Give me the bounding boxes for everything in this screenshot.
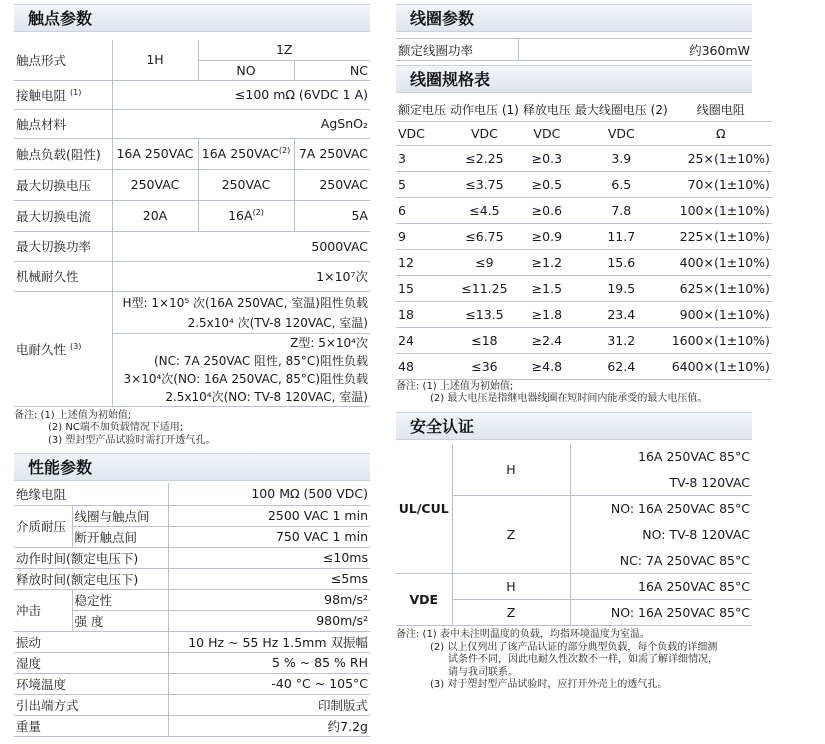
- perf-shock-a-value: 98m/s²: [168, 589, 370, 610]
- spec-cell-max: 3.9: [573, 145, 670, 171]
- contact-maxp-label: 最大切换功率: [14, 231, 112, 261]
- perf-op-value: ≤10ms: [168, 547, 370, 568]
- spec-cell-max: 31.2: [573, 327, 670, 353]
- perf-section-title: 性能参数: [14, 453, 370, 481]
- spec-cell-dropout: ≥4.8: [521, 353, 573, 379]
- contact-load-no: 16A 250VAC$^{(2)}$: [198, 138, 294, 169]
- contact-table: [14, 40, 370, 407]
- perf-weight-value: 约7.2g: [168, 715, 370, 736]
- spec-cell-pickup: ≤4.5: [448, 197, 521, 223]
- safety-ul-z-2: NO: TV-8 120VAC: [570, 522, 752, 548]
- spec-cell-pickup: ≤13.5: [448, 301, 521, 327]
- contact-maxi-label: 最大切换电流: [14, 200, 112, 231]
- spec-table: [396, 99, 772, 380]
- spec-cell-max: 62.4: [573, 353, 670, 379]
- safety-vde-label: VDE: [396, 574, 452, 626]
- safety-ul-label: UL/CUL: [396, 444, 452, 574]
- spec-row: [396, 197, 772, 223]
- spec-cell-max: 23.4: [573, 301, 670, 327]
- perf-diel-label: 介质耐压: [14, 505, 72, 547]
- perf-table: [14, 483, 370, 737]
- contact-load-1h: 16A 250VAC: [112, 138, 198, 169]
- perf-ins-value: 100 MΩ (500 VDC): [168, 483, 370, 505]
- spec-cell-resistance: 100×(1±10%): [670, 197, 772, 223]
- coil-power-value: 约360mW: [518, 39, 752, 61]
- contact-elec-h: H型: 1×10⁵ 次(16A 250VAC, 室温)阻性负载 2.5x10⁴ 次(TV-8 120VAC, 室温): [112, 291, 370, 333]
- contact-resistance-value: ≤100 mΩ (6VDC 1 A): [112, 80, 370, 109]
- perf-diel-a-label: 线圈与触点间: [72, 505, 168, 526]
- coil-section-title: 线圈参数: [396, 4, 752, 32]
- spec-cell-rated: 3: [396, 145, 448, 171]
- spec-cell-dropout: ≥1.2: [521, 249, 573, 275]
- spec-cell-rated: 24: [396, 327, 448, 353]
- spec-row: [396, 353, 772, 379]
- safety-vde-z-label: Z: [452, 600, 570, 626]
- spec-row: [396, 171, 772, 197]
- spec-cell-dropout: ≥1.5: [521, 275, 573, 301]
- spec-header: 最大线圈电压 (2): [573, 99, 670, 121]
- spec-cell-dropout: ≥2.4: [521, 327, 573, 353]
- spec-cell-dropout: ≥0.3: [521, 145, 573, 171]
- spec-row: [396, 223, 772, 249]
- contact-maxv-1h: 250VAC: [112, 169, 198, 200]
- perf-shock-b-value: 980m/s²: [168, 610, 370, 631]
- spec-unit: Ω: [670, 121, 772, 145]
- spec-unit: VDC: [448, 121, 521, 145]
- perf-shock-a-label: 稳定性: [72, 589, 168, 610]
- contact-material-value: AgSnO₂: [112, 109, 370, 138]
- perf-diel-b-value: 750 VAC 1 min: [168, 526, 370, 547]
- spec-header: 线圈电阻: [670, 99, 772, 121]
- safety-ul-h-2: TV-8 120VAC: [570, 470, 752, 496]
- spec-cell-resistance: 225×(1±10%): [670, 223, 772, 249]
- spec-header: 释放电压: [521, 99, 573, 121]
- spec-cell-rated: 5: [396, 171, 448, 197]
- spec-notes: 备注: (1) 上述值为初始值; (2) 最大电压是指继电器线圈在短时间内能承受的最大电压值。: [396, 380, 708, 404]
- contact-mech-value: 1×10⁷次: [112, 261, 370, 291]
- safety-table: [396, 444, 752, 627]
- spec-cell-rated: 18: [396, 301, 448, 327]
- perf-op-label: 动作时间(额定电压下): [14, 547, 168, 568]
- safety-ul-z-3: NC: 7A 250VAC 85°C: [570, 548, 752, 574]
- spec-cell-resistance: 625×(1±10%): [670, 275, 772, 301]
- spec-cell-max: 11.7: [573, 223, 670, 249]
- contact-load-label: 触点负载(阻性): [14, 138, 112, 169]
- spec-header: 动作电压 (1): [448, 99, 521, 121]
- safety-section-title: 安全认证: [396, 412, 752, 440]
- spec-row: [396, 301, 772, 327]
- contact-form-nc: NC: [294, 60, 370, 80]
- safety-ul-h-1: 16A 250VAC 85°C: [570, 444, 752, 470]
- safety-vde-h-1: 16A 250VAC 85°C: [570, 574, 752, 600]
- safety-notes: 备注: (1) 表中未注明温度的负载，均指环境温度为室温。 (2) 以上仅列出了该产品认证的部分典型负载，每个负载的详细测 试条件不同，因此电耐久性次数不一样，如需了解详细情况， 请与我司联系。 (3) 对于塑封型产品试验时，应打开外壳上的透气孔。: [396, 629, 718, 690]
- coil-power-label: 额定线圈功率: [396, 39, 518, 61]
- spec-cell-max: 7.8: [573, 197, 670, 223]
- perf-rel-label: 释放时间(额定电压下): [14, 568, 168, 589]
- spec-cell-resistance: 1600×(1±10%): [670, 327, 772, 353]
- safety-ul-h-label: H: [452, 444, 570, 496]
- contact-maxv-nc: 250VAC: [294, 169, 370, 200]
- contact-load-nc: 7A 250VAC: [294, 138, 370, 169]
- spec-row: [396, 145, 772, 171]
- perf-ins-label: 绝缘电阻: [14, 483, 168, 505]
- safety-vde-z-1: NO: 16A 250VAC 85°C: [570, 600, 752, 626]
- safety-ul-z-1: NO: 16A 250VAC 85°C: [570, 496, 752, 522]
- perf-hum-value: 5 % ~ 85 % RH: [168, 652, 370, 673]
- perf-shock-label: 冲击: [14, 589, 72, 631]
- contact-mech-label: 机械耐久性: [14, 261, 112, 291]
- perf-weight-label: 重量: [14, 715, 168, 736]
- contact-form-1h: 1H: [112, 40, 198, 80]
- spec-cell-dropout: ≥0.9: [521, 223, 573, 249]
- contact-maxi-nc: 5A: [294, 200, 370, 231]
- contact-resistance-label: 接触电阻 $^{(1)}$: [14, 80, 112, 109]
- contact-maxi-no: $16A^{(2)}$: [198, 200, 294, 231]
- spec-unit: VDC: [521, 121, 573, 145]
- contact-maxv-label: 最大切换电压: [14, 169, 112, 200]
- spec-cell-resistance: 900×(1±10%): [670, 301, 772, 327]
- perf-hum-label: 湿度: [14, 652, 168, 673]
- contact-form-1z: 1Z: [198, 40, 370, 60]
- perf-diel-a-value: 2500 VAC 1 min: [168, 505, 370, 526]
- spec-cell-resistance: 400×(1±10%): [670, 249, 772, 275]
- spec-cell-rated: 48: [396, 353, 448, 379]
- perf-shock-b-label: 强 度: [72, 610, 168, 631]
- spec-cell-dropout: ≥0.5: [521, 171, 573, 197]
- spec-cell-rated: 15: [396, 275, 448, 301]
- spec-cell-max: 6.5: [573, 171, 670, 197]
- spec-unit: VDC: [573, 121, 670, 145]
- spec-cell-dropout: ≥0.6: [521, 197, 573, 223]
- contact-maxi-1h: 20A: [112, 200, 198, 231]
- spec-cell-rated: 6: [396, 197, 448, 223]
- contact-notes: 备注: (1) 上述值为初始值; (2) NC端不加负载情况下适用; (3) 塑封型产品试验时需打开透气孔。: [14, 409, 216, 446]
- spec-cell-resistance: 25×(1±10%): [670, 145, 772, 171]
- contact-material-label: 触点材料: [14, 109, 112, 138]
- spec-cell-rated: 12: [396, 249, 448, 275]
- contact-elec-label: 电耐久性 $^{(3)}$: [14, 291, 112, 406]
- spec-header: 额定电压: [396, 99, 448, 121]
- spec-cell-pickup: ≤2.25: [448, 145, 521, 171]
- safety-vde-h-label: H: [452, 574, 570, 600]
- coil-table: [396, 38, 752, 61]
- spec-unit: VDC: [396, 121, 448, 145]
- spec-cell-pickup: ≤11.25: [448, 275, 521, 301]
- spec-cell-pickup: ≤9: [448, 249, 521, 275]
- spec-cell-dropout: ≥1.8: [521, 301, 573, 327]
- spec-header-row: [396, 99, 772, 121]
- spec-cell-pickup: ≤36: [448, 353, 521, 379]
- spec-rows: [396, 145, 772, 379]
- contact-section-title: 触点参数: [14, 4, 370, 32]
- contact-form-no: NO: [198, 60, 294, 80]
- right-column: [396, 0, 770, 692]
- perf-diel-b-label: 断开触点间: [72, 526, 168, 547]
- perf-temp-label: 环境温度: [14, 673, 168, 694]
- spec-cell-pickup: ≤6.75: [448, 223, 521, 249]
- perf-rel-value: ≤5ms: [168, 568, 370, 589]
- contact-maxp-value: 5000VAC: [112, 231, 370, 261]
- spec-cell-max: 19.5: [573, 275, 670, 301]
- spec-cell-resistance: 6400×(1±10%): [670, 353, 772, 379]
- spec-cell-pickup: ≤3.75: [448, 171, 521, 197]
- perf-term-value: 印制版式: [168, 694, 370, 715]
- safety-ul-z-label: Z: [452, 496, 570, 574]
- perf-vib-label: 振动: [14, 631, 168, 652]
- spec-row: [396, 327, 772, 353]
- contact-elec-z: Z型: 5×10⁴次 (NC: 7A 250VAC 阻性, 85°C)阻性负载 3×10⁴次(NO: 16A 250VAC, 85°C)阻性负载 2.5x10⁴次(NO: TV-8 120VAC, 室温): [112, 333, 370, 406]
- spec-row: [396, 249, 772, 275]
- spec-section-title: 线圈规格表: [396, 65, 752, 93]
- left-column: [14, 0, 370, 737]
- perf-temp-value: -40 °C ~ 105°C: [168, 673, 370, 694]
- spec-cell-max: 15.6: [573, 249, 670, 275]
- spec-cell-pickup: ≤18: [448, 327, 521, 353]
- spec-row: [396, 275, 772, 301]
- contact-maxv-no: 250VAC: [198, 169, 294, 200]
- spec-cell-rated: 9: [396, 223, 448, 249]
- contact-form-label: 触点形式: [14, 40, 112, 80]
- spec-cell-resistance: 70×(1±10%): [670, 171, 772, 197]
- perf-term-label: 引出端方式: [14, 694, 168, 715]
- spec-unit-row: [396, 121, 772, 145]
- perf-vib-value: 10 Hz ~ 55 Hz 1.5mm 双振幅: [168, 631, 370, 652]
